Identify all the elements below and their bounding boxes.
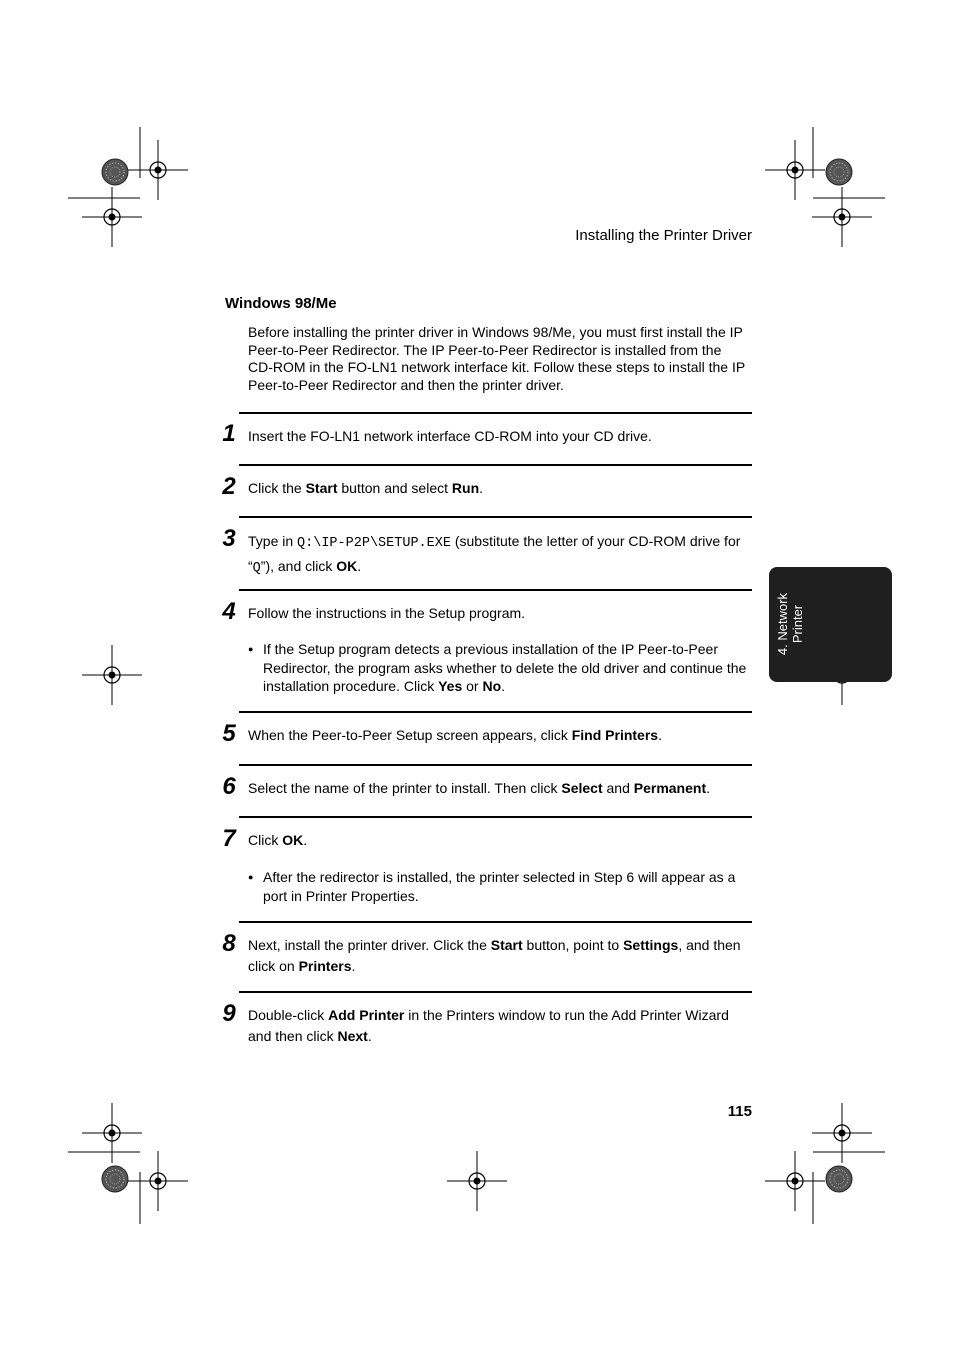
registration-crosshair-icon: [82, 645, 142, 705]
side-tab-label: 4. Network Printer: [775, 592, 805, 656]
intro-paragraph: Before installing the printer driver in Windows 98/Me, you must first install the IP Peer-to-Peer Redirector. The IP Peer-to-Peer Redirector is installed from the CD-ROM in the FO-LN1 network interface kit. Follow these steps to install the IP Peer-to-Peer Redirector and then the printer driver.: [248, 324, 745, 393]
registration-crosshair-icon: [128, 1151, 188, 1211]
registration-crosshair-icon: [812, 187, 872, 247]
step-text: Click the Start button and select Run.: [248, 480, 484, 496]
step-divider: [239, 412, 752, 414]
registration-star-icon: [826, 159, 852, 185]
step-text: Click OK.: [248, 832, 308, 848]
bullet-item: ● After the redirector is installed, the printer selected in Step 6 will appear as a port in Printer Properties.: [248, 869, 736, 904]
page-number: 115: [727, 1103, 752, 1120]
step-text: Double-click Add Printer in the Printers window to run the Add Printer Wizard and then click Next.: [248, 1007, 729, 1044]
step-divider: [239, 764, 752, 766]
step-number: 7: [222, 825, 236, 852]
step-number: 1: [222, 420, 236, 447]
step-text: Follow the instructions in the Setup program.: [248, 605, 526, 621]
registration-star-icon: [102, 159, 128, 185]
step-text: Type in Q:\IP-P2P\SETUP.EXE (substitute the letter of your CD-ROM drive for “Q”), and click OK.: [248, 533, 741, 576]
step-divider: [239, 991, 752, 993]
running-header: Installing the Printer Driver: [575, 227, 752, 244]
step-number: 2: [222, 473, 236, 500]
step-divider: [239, 921, 752, 923]
step-divider: [239, 464, 752, 466]
registration-crosshair-icon: [765, 1151, 825, 1211]
registration-crosshair-icon: [765, 140, 825, 200]
step-number: 6: [222, 773, 236, 800]
registration-crosshair-icon: [447, 1151, 507, 1211]
registration-star-icon: [826, 1166, 852, 1192]
registration-star-icon: [102, 1166, 128, 1192]
step-number: 4: [222, 598, 236, 625]
step-divider: [239, 516, 752, 518]
command-path: Q:\IP-P2P\SETUP.EXE: [297, 536, 451, 551]
step-number: 3: [222, 525, 236, 552]
step-number: 5: [222, 720, 236, 747]
step-number: 8: [222, 930, 236, 957]
chapter-side-tab: [769, 567, 892, 682]
registration-crosshair-icon: [82, 187, 142, 247]
step-divider: [239, 711, 752, 713]
section-title: Windows 98/Me: [225, 295, 337, 312]
bullet-icon: ●: [248, 644, 254, 654]
step-divider: [239, 589, 752, 591]
step-text: Select the name of the printer to install. Then click Select and Permanent.: [248, 780, 710, 796]
bullet-icon: ●: [248, 872, 254, 882]
step-text: Insert the FO-LN1 network interface CD-ROM into your CD drive.: [248, 428, 652, 444]
registration-crosshair-icon: [128, 140, 188, 200]
step-divider: [239, 816, 752, 818]
step-number: 9: [222, 1000, 236, 1027]
bullet-item: ● If the Setup program detects a previous installation of the IP Peer-to-Peer Redirector, the program asks whether to delete the old driver and continue the installation procedure. Click Yes or No.: [248, 641, 747, 694]
step-text: When the Peer-to-Peer Setup screen appears, click Find Printers.: [248, 727, 662, 743]
step-text: Next, install the printer driver. Click the Start button, point to Settings, and then click on Printers.: [248, 937, 741, 974]
registration-crosshair-icon: [82, 1103, 142, 1163]
registration-crosshair-icon: [812, 1103, 872, 1163]
